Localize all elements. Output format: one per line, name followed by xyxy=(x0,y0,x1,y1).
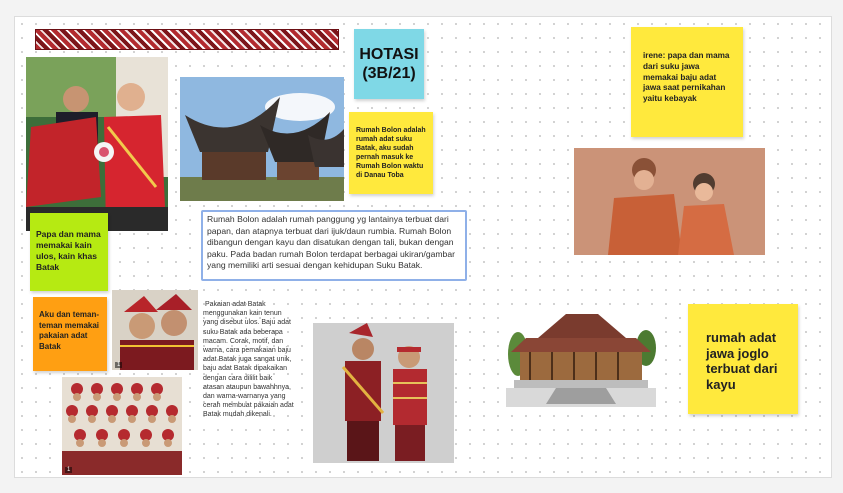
rumah-bolon-note[interactable] xyxy=(349,112,433,194)
pakaian-adat-text[interactable] xyxy=(203,300,295,470)
rumah-bolon-description-box[interactable] xyxy=(201,210,467,281)
batak-couple-photo[interactable] xyxy=(313,323,454,463)
javanese-wedding-photo[interactable] xyxy=(574,148,765,255)
kids-batak-photo[interactable] xyxy=(112,290,198,370)
kids-photo-badge: 1 xyxy=(117,362,121,368)
joglo-house-photo[interactable] xyxy=(506,314,656,407)
joglo-note-text: rumah adat jawa joglo terbuat dari kayu xyxy=(706,330,778,392)
pakaian-adat-text-content: Pakaian adat Batak menggunakan kain tenun yang disebut ulos. Baju adat suku Batak ada beberapa macam. Corak, motif, dan warna, cara pemakaian baju adat Batak juga sangat unik, baju adat Batak dipakaikan dengan cara dililit baik atasan ataupun bawahhnya, dan warna-warnanya yang cerah membuat pakaian adat Batak mudah dikenali. xyxy=(203,301,296,419)
whiteboard-canvas[interactable] xyxy=(14,16,832,478)
papa-mama-note[interactable] xyxy=(30,213,108,291)
group-batak-photo[interactable] xyxy=(62,377,182,475)
group-photo-badge: 1 xyxy=(67,467,71,473)
irene-note[interactable] xyxy=(631,27,743,137)
aku-teman-note-text: Aku dan teman-teman memakai pakaian adat Batak xyxy=(39,310,100,351)
rumah-bolon-graphic xyxy=(180,77,344,201)
kids-batak-graphic xyxy=(112,290,198,370)
title-note-text: HOTASI (3B/21) xyxy=(359,46,419,82)
wedding-photo[interactable] xyxy=(26,57,168,231)
rumah-bolon-description-text: Rumah Bolon adalah rumah panggung yg lantainya terbuat dari papan, dan atapnya terbuat dari ijuk/daun rumbia. Rumah Bolon dibangun dengan kayu dan disatukan dengan tali, bukan dengan paku. Pada badan rumah Bolon terdapat berbagai ukiran/gambar yang memiliki arti sesuai dengan kehidupan Suku Batak. xyxy=(207,214,455,271)
rumah-bolon-note-text: Rumah Bolon adalah rumah adat suku Batak, aku sudah pernah masuk ke Rumah Bolon waktu di Danau Toba xyxy=(356,127,426,179)
aku-teman-note[interactable] xyxy=(33,297,107,371)
joglo-note[interactable] xyxy=(688,304,798,414)
batak-couple-graphic xyxy=(313,323,454,463)
title-note[interactable] xyxy=(354,29,424,99)
ulos-banner-image[interactable] xyxy=(35,29,339,50)
rumah-bolon-photo[interactable] xyxy=(180,77,344,201)
papa-mama-note-text: Papa dan mama memakai kain ulos, kain khas Batak xyxy=(36,229,101,272)
irene-note-text: irene: papa dan mama dari suku jawa memakai baju adat jawa saat pernikahan yaitu kebayak xyxy=(643,51,730,104)
javanese-wedding-graphic xyxy=(574,148,765,255)
wedding-photo-graphic xyxy=(26,57,168,231)
group-batak-graphic xyxy=(62,377,182,475)
joglo-house-graphic xyxy=(506,314,656,407)
